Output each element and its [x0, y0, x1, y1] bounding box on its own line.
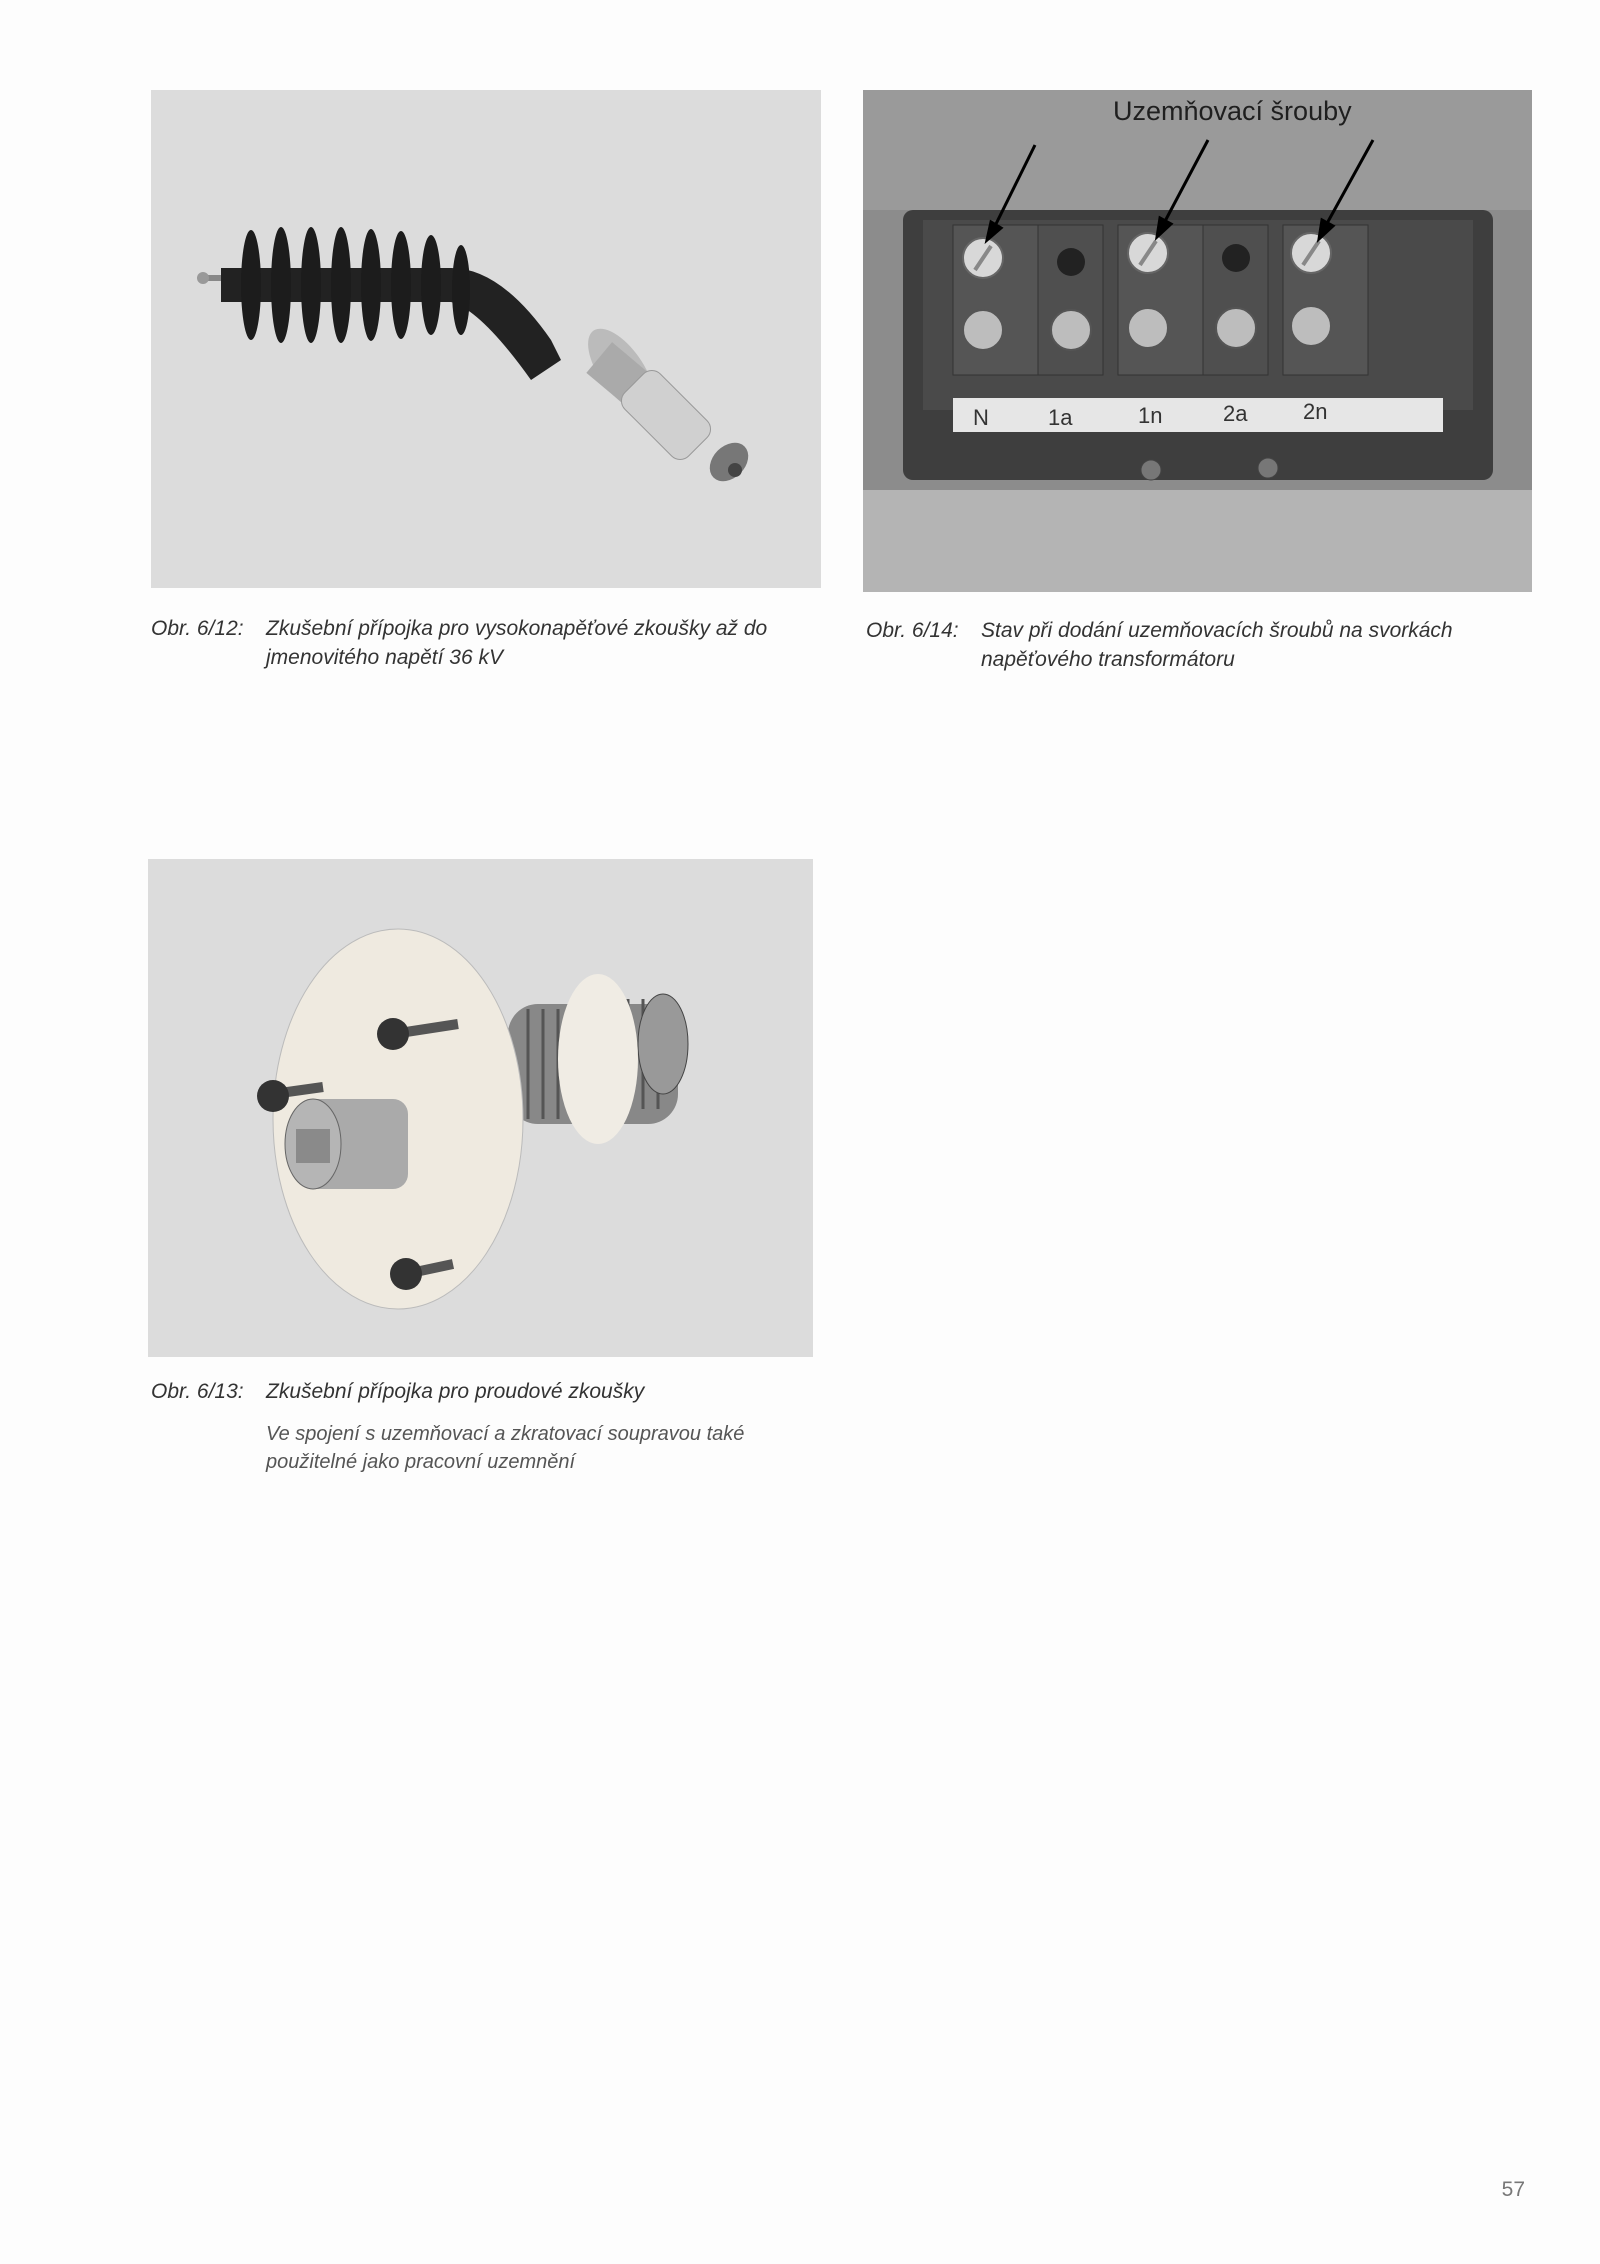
hv-test-connector-image	[151, 90, 821, 588]
figure-caption-text: Stav při dodání uzemňovacích šroubů na svorkách napěťového transformátoru	[981, 619, 1453, 671]
grounding-screws-label: Uzemňovací šrouby	[1113, 96, 1352, 126]
figure-6-13-photo	[148, 859, 813, 1357]
terminal-label-1n: 1n	[1138, 403, 1163, 428]
terminal-label-n: N	[973, 405, 989, 430]
figure-6-13-note: Ve spojení s uzemňovací a zkratovací soupravou také použitelné jako pracovní uzemnění	[266, 1423, 745, 1473]
figure-number: Obr. 6/12:	[151, 617, 244, 640]
figure-6-12-photo	[151, 90, 821, 588]
terminal-label-2n: 2n	[1303, 399, 1328, 424]
figure-number: Obr. 6/14:	[866, 619, 959, 642]
figure-6-13-caption	[151, 1377, 811, 1406]
terminal-label-1a: 1a	[1048, 405, 1073, 430]
figure-caption-text: Zkušební přípojka pro vysokonapěťové zkoušky až do jmenovitého napětí 36 kV	[266, 617, 768, 669]
figure-caption-text: Zkušební přípojka pro proudové zkoušky	[266, 1380, 645, 1403]
terminal-label-2a: 2a	[1223, 401, 1248, 426]
terminal-block-image	[863, 90, 1532, 592]
figure-number: Obr. 6/13:	[151, 1380, 244, 1403]
figure-6-12-caption	[151, 614, 811, 672]
current-test-connector-image	[148, 859, 813, 1357]
page-number: 57	[1501, 2178, 1525, 2201]
figure-6-14-caption	[866, 616, 1506, 674]
figure-6-14-photo	[863, 90, 1532, 592]
